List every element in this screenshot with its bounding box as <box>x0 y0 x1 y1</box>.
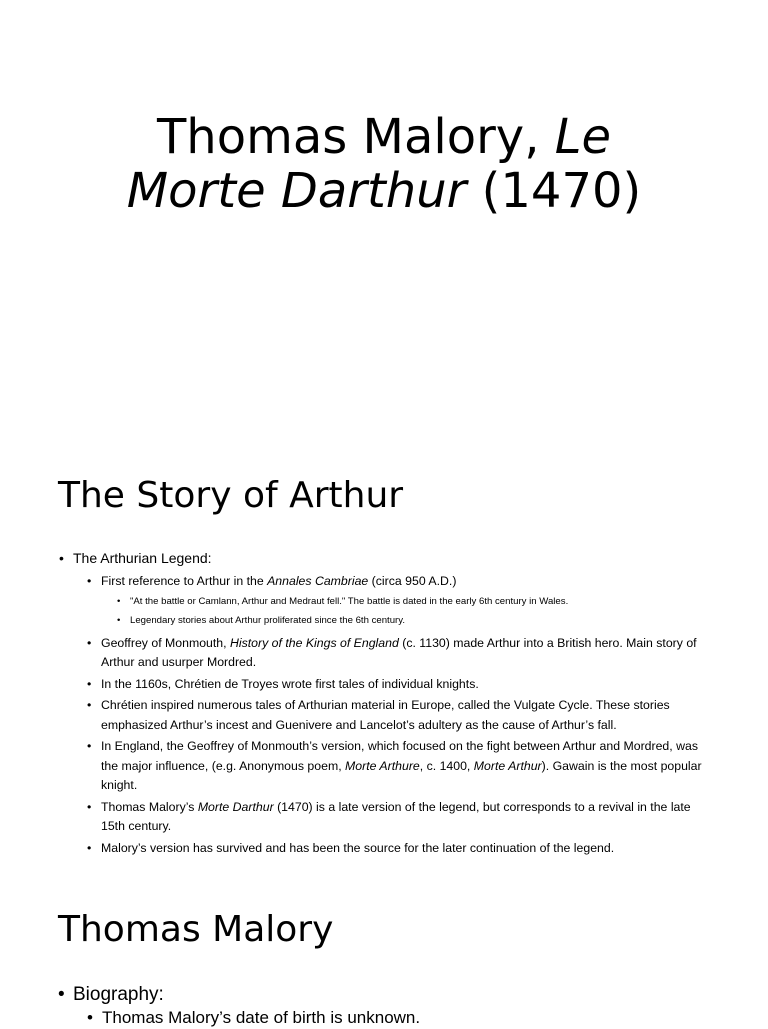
title-author: Thomas Malory, <box>156 109 555 165</box>
biography-bullet-list <box>0 983 768 1029</box>
story-bullet-list <box>0 549 768 858</box>
title-work-part-2: Morte Darthur <box>126 163 467 219</box>
thomas-malory-title: Thomas Malory <box>58 909 334 950</box>
title-slide-heading <box>0 110 768 218</box>
list-item-text: Geoffrey of Monmouth, <box>101 635 230 650</box>
list-item-text: knight. <box>101 778 138 792</box>
title-work-part-1: Le <box>554 109 611 165</box>
list-item-malory-survived <box>87 839 768 859</box>
bullet-icon: • <box>87 739 92 753</box>
list-item-camlann <box>117 595 768 609</box>
list-item-text: First reference to Arthur in the <box>101 574 268 588</box>
italic-title: Morte Darthur <box>197 799 274 814</box>
list-item-geoffrey <box>87 634 768 673</box>
list-item-text: Chrétien inspired numerous tales of Arthurian material in Europe, called the Vulgate Cycle. These stories <box>101 698 670 712</box>
list-item-text: the major influence, (e.g. Anonymous poem, <box>101 758 346 773</box>
story-of-arthur-title: The Story of Arthur <box>58 475 404 516</box>
bullet-icon: • <box>117 595 121 607</box>
list-item-malory-morte <box>87 798 768 837</box>
bullet-icon: • <box>87 676 92 691</box>
bullet-icon: • <box>87 1008 93 1027</box>
bullet-icon: • <box>87 799 92 814</box>
list-item-text: In England, the Geoffrey of Monmouth’s version, which focused on the fight between Arthur and Mordred, was <box>101 739 698 753</box>
list-item-text: Thomas Malory’s <box>101 799 198 814</box>
bullet-icon: • <box>87 840 92 855</box>
italic-title: Annales Cambriae <box>267 574 369 588</box>
list-item-biography <box>58 983 768 1007</box>
list-item-text: (1470) is a late version of the legend, but corresponds to a revival in the late <box>273 799 691 814</box>
list-item-text: (c. 1130) made Arthur into a British hero. Main story of <box>398 635 697 650</box>
title-line-2 <box>0 164 768 218</box>
list-item-annales <box>87 572 768 592</box>
list-item-text: , c. 1400, <box>419 758 474 773</box>
list-item-text: Arthur and usurper Mordred. <box>101 655 257 669</box>
list-item-text: The Arthurian Legend: <box>73 550 212 566</box>
bullet-icon: • <box>87 574 92 588</box>
bullet-icon: • <box>59 550 64 566</box>
italic-title: Morte Arthure <box>345 758 420 773</box>
list-item-arthurian-legend <box>59 549 768 568</box>
list-item-text: 15th century. <box>101 819 172 833</box>
bullet-icon: • <box>117 614 121 626</box>
italic-title: History of the Kings of England <box>229 635 399 650</box>
list-item-text: (circa 950 A.D.) <box>368 574 457 588</box>
list-item-birth-date <box>87 1007 768 1029</box>
list-item-text: emphasized Arthur’s incest and Guenivere and Lancelot’s adultery as the cause of Arthur’s fall. <box>101 717 617 732</box>
list-item-england-version <box>87 737 768 796</box>
italic-title: Morte Arthur <box>473 758 542 773</box>
list-item-text: ). Gawain is the most popular <box>541 758 702 773</box>
bullet-icon: • <box>87 635 92 650</box>
bullet-icon: • <box>58 984 65 1005</box>
list-item-legendary-stories <box>117 614 768 628</box>
title-line-1 <box>0 110 768 164</box>
list-item-text: Biography: <box>73 984 164 1005</box>
list-item-text: In the 1160s, Chrétien de Troyes wrote first tales of individual knights. <box>101 676 479 691</box>
list-item-text: Thomas Malory’s date of birth is unknown. <box>102 1008 421 1027</box>
list-item-vulgate-cycle <box>87 696 768 735</box>
list-item-chretien-1160s <box>87 675 768 695</box>
list-item-text: Malory’s version has survived and has been the source for the later continuation of the legend. <box>101 840 615 855</box>
list-item-text: Legendary stories about Arthur proliferated since the 6th century. <box>130 614 406 626</box>
list-item-text: "At the battle or Camlann, Arthur and Medraut fell." The battle is dated in the early 6th century in Wales. <box>130 595 569 607</box>
bullet-icon: • <box>87 698 92 712</box>
title-year: (1470) <box>466 163 642 219</box>
